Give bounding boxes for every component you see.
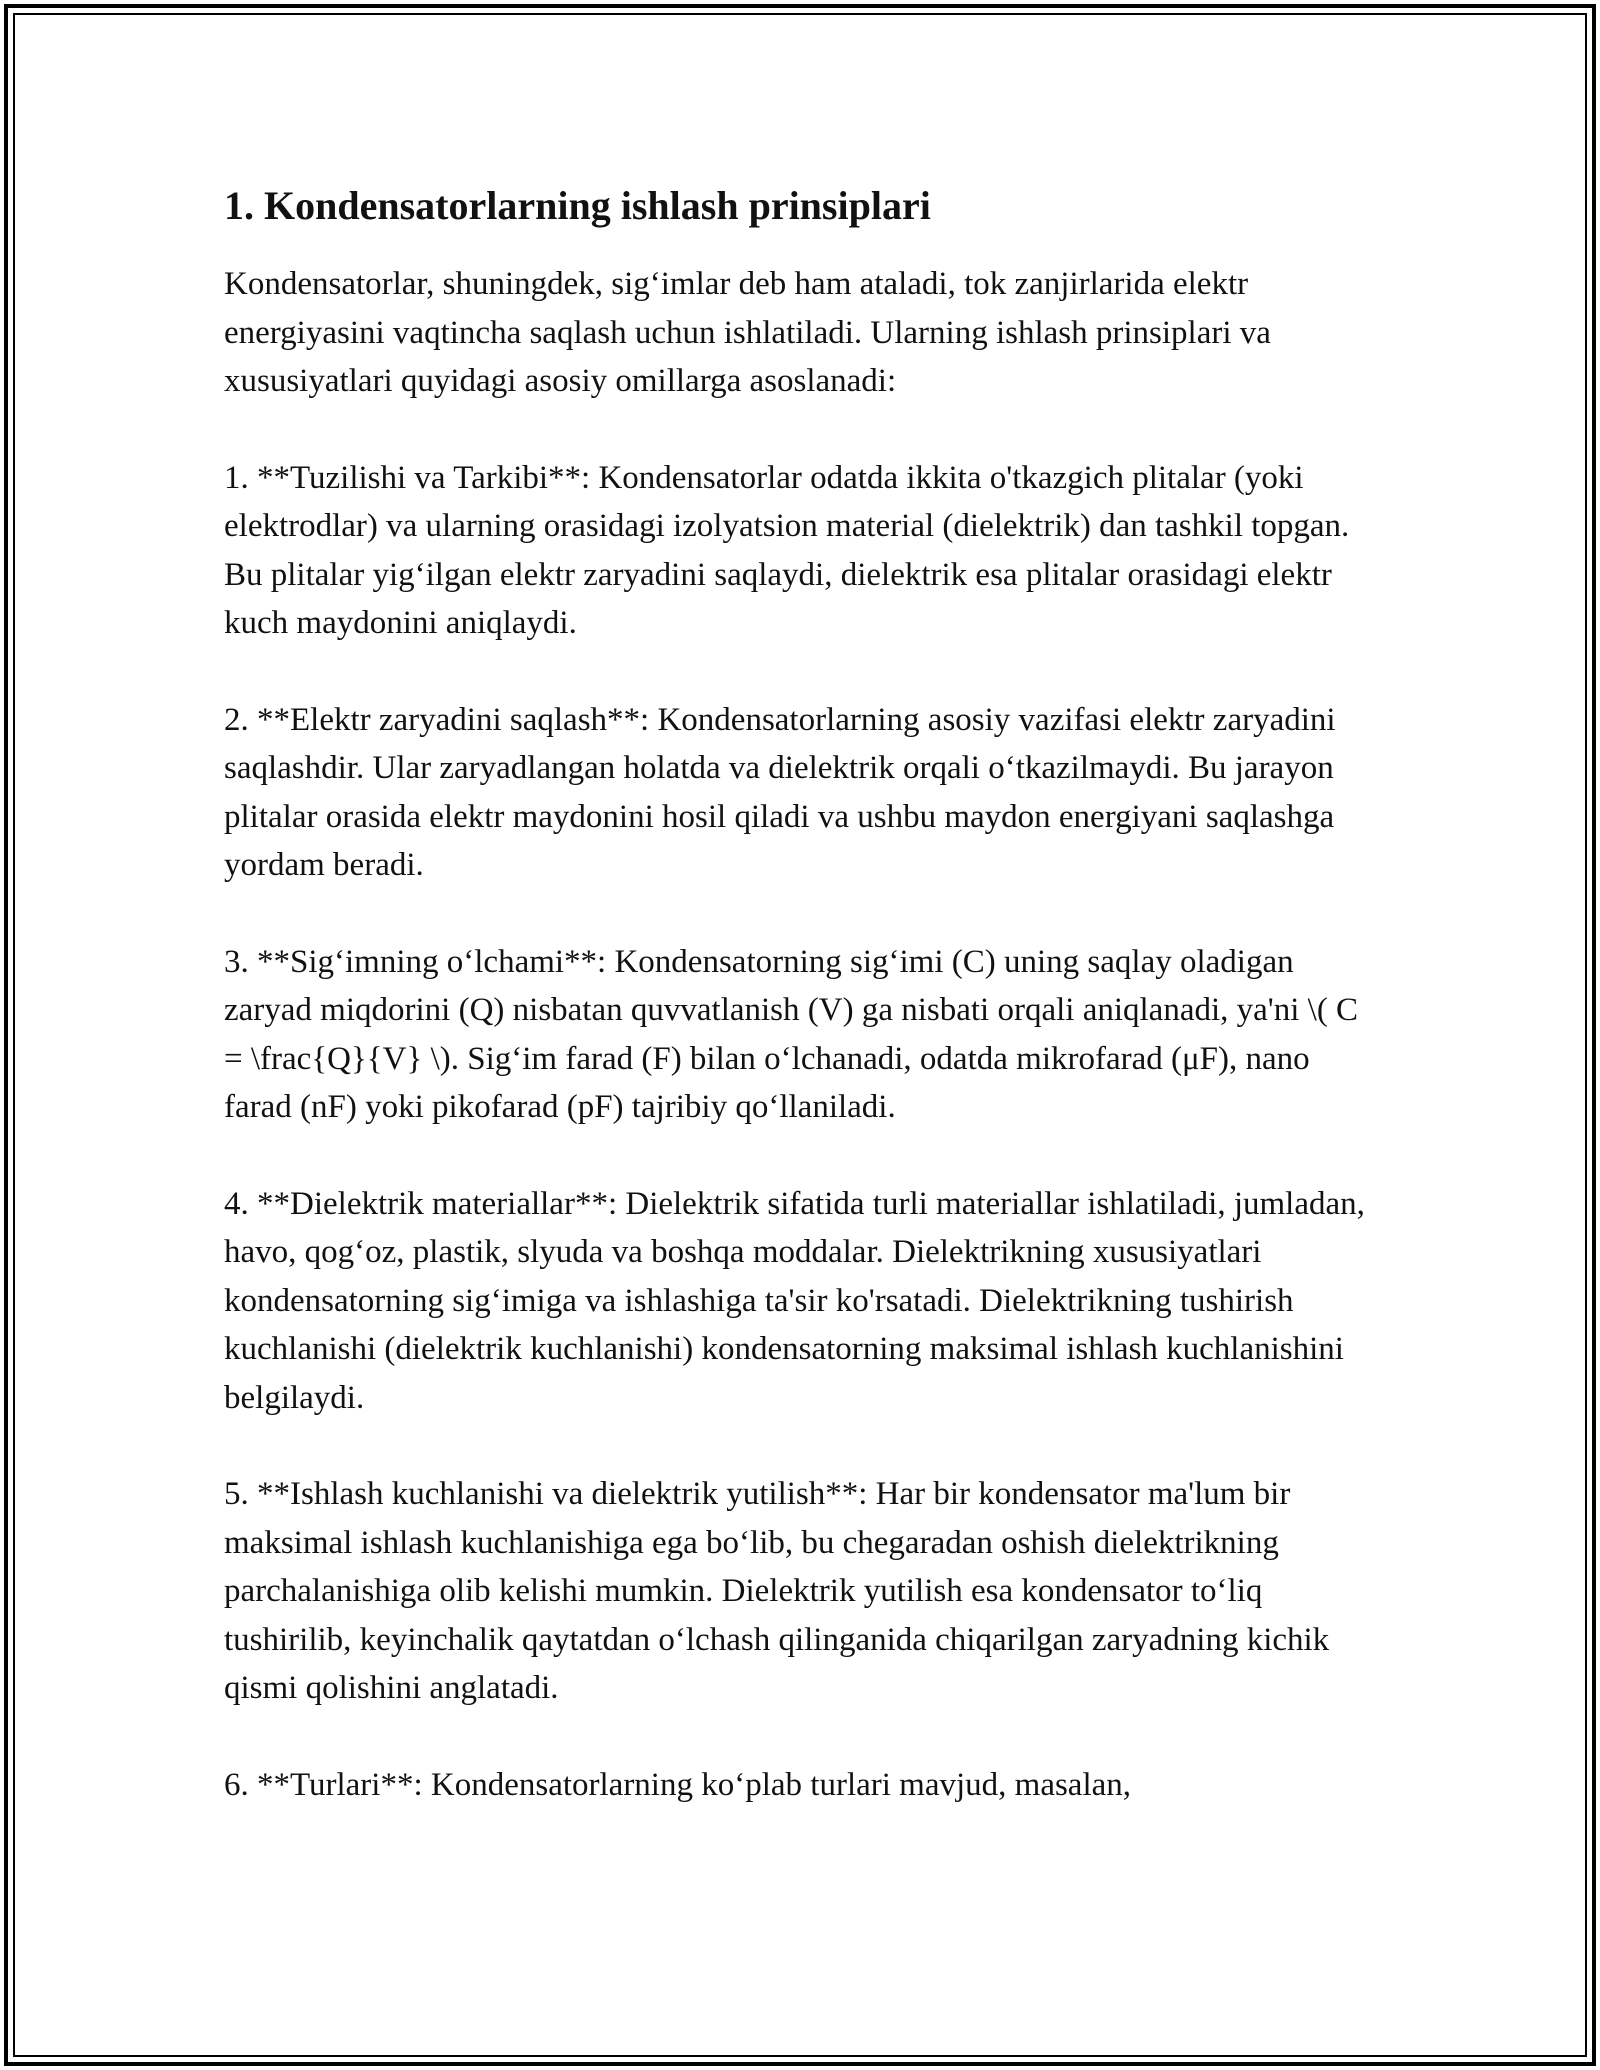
intro-paragraph: Kondensatorlar, shuningdek, sig‘imlar deb ham ataladi, tok zanjirlarida elektr energiyasini vaqtincha saqlash uchun ishlatiladi. Ularning ishlash prinsiplari va xususiyatlari quyidagi asosiy omillarga asoslanadi: bbox=[224, 266, 1271, 399]
paragraph-structure: 1. **Tuzilishi va Tarkibi**: Kondensatorlar odatda ikkita o'tkazgich plitalar (yoki elektrodlar) va ularning orasidagi izolyatsion material (dielektrik) dan tashkil topgan. Bu plitalar yig‘ilgan elektr zaryadini saqlaydi, dielektrik esa plitalar orasidagi elektr kuch maydonini aniqlaydi. bbox=[224, 459, 1350, 641]
paragraph-working-voltage: 5. **Ishlash kuchlanishi va dielektrik yutilish**: Har bir kondensator ma'lum bir maksimal ishlash kuchlanishiga ega bo‘lib, bu chegaradan oshish dielektrikning parchalanishiga olib kelishi mumkin. Dielektrik yutilish esa kondensator to‘liq tushirilib, keyinchalik qaytatdan o‘lchash qilinganida chiqarilgan zaryadning kichik qismi qolishini anglatadi. bbox=[224, 1476, 1330, 1706]
document-heading: 1. Kondensatorlarning ishlash prinsiplari bbox=[224, 183, 931, 228]
paragraph-charge-storage: 2. **Elektr zaryadini saqlash**: Kondensatorlarning asosiy vazifasi elektr zaryadini saqlashdir. Ular zaryadlangan holatda va dielektrik orqali o‘tkazilmaydi. Bu jarayon plitalar orasida elektr maydonini hosil qiladi va ushbu maydon energiyani saqlashga yordam beradi. bbox=[224, 701, 1336, 883]
document-body bbox=[224, 180, 1384, 1857]
paragraph-types: 6. **Turlari**: Kondensatorlarning ko‘plab turlari mavjud, masalan, bbox=[224, 1766, 1132, 1803]
paragraph-capacitance: 3. **Sig‘imning o‘lchami**: Kondensatorning sig‘imi (C) uning saqlay oladigan zaryad miqdorini (Q) nisbatan quvvatlanish (V) ga nisbati orqali aniqlanadi, ya'ni \( C = \frac{Q}{V} \). Sig‘im farad (F) bilan o‘lchanadi, odatda mikrofarad (μF), nano farad (nF) yoki pikofarad (pF) tajribiy qo‘llaniladi. bbox=[224, 943, 1359, 1125]
paragraph-dielectric-materials: 4. **Dielektrik materiallar**: Dielektrik sifatida turli materiallar ishlatiladi, jumladan, havo, qog‘oz, plastik, slyuda va boshqa moddalar. Dielektrikning xususiyatlari kondensatorning sig‘imiga va ishlashiga ta'sir ko'rsatadi. Dielektrikning tushirish kuchlanishi (dielektrik kuchlanishi) kondensatorning maksimal ishlash kuchlanishini belgilaydi. bbox=[224, 1185, 1365, 1416]
